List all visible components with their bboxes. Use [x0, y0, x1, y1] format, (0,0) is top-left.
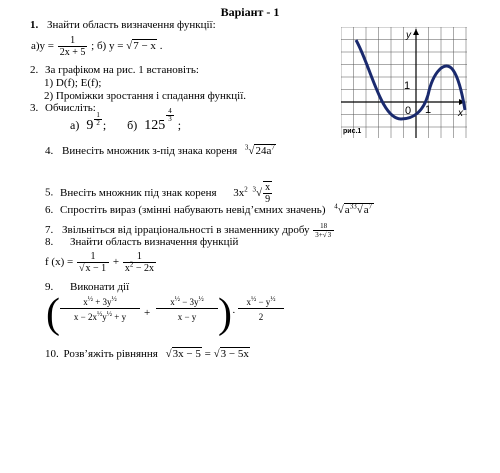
task-10-text: Розв’яжіть рівняння: [63, 348, 158, 360]
task-5-root-index: 3: [252, 184, 257, 193]
task-8-header: [45, 236, 238, 249]
task-8-f1-num: 1: [77, 251, 109, 263]
task-8-formula: [45, 251, 157, 274]
task-1-formula: [31, 35, 162, 58]
task-7-den-rad: 3: [327, 231, 332, 239]
task-2-number: 2.: [30, 64, 39, 76]
task-4-number: 4.: [45, 145, 54, 157]
task-6-expression: $^4√a^{33}√a^7$: [334, 202, 373, 216]
task-7-text: Звільніться від ірраціональності в знаменнику дробу: [62, 224, 310, 237]
task-6: [45, 204, 374, 217]
sqrt-symbol: √: [126, 40, 133, 53]
task-1-a-denominator: 2x + 5: [59, 47, 86, 58]
task-10-eq: =: [201, 348, 214, 360]
task-8-f1-den-rad: x − 1: [85, 263, 107, 274]
task-6-number: 6.: [45, 204, 54, 216]
task-1-b-prefix: ; б) y =: [91, 40, 124, 53]
task-6-outer-index: 4: [334, 202, 338, 211]
task-3-a-exp-den: 2: [96, 119, 100, 127]
task-7-number: 7.: [45, 224, 54, 237]
task-4: [45, 145, 276, 158]
task-10-rhs-rad: 3 − 5x: [220, 348, 249, 360]
task-8-f2-den-x: x: [124, 263, 130, 274]
task-1-b-end: .: [159, 40, 163, 53]
task-6-rad-a: a: [344, 204, 350, 216]
page-title: Варіант - 1: [220, 5, 280, 19]
task-10-equation: √3x − 5 = √3 − 5x: [165, 348, 249, 360]
task-9-fraction-2: [156, 297, 218, 322]
task-6-inner-radicand: [363, 203, 373, 216]
task-8-text: Знайти область визначення функцій: [70, 236, 239, 248]
task-1-number: 1.: [30, 19, 39, 31]
task-5-frac-num: x: [265, 182, 271, 193]
task-5-root: $^3$√ $\frac{x}{9}$: [252, 182, 271, 205]
task-6-outer-radicand: $a^{33}√a^7$: [344, 202, 373, 216]
task-9-dot: ·: [232, 307, 236, 319]
task-3-a-exp-num: 1: [96, 111, 100, 119]
right-paren: ): [218, 291, 232, 337]
task-2-item-2: 2) Проміжки зростання і спадання функції.: [44, 90, 247, 102]
task-4-root-index: 3: [244, 143, 249, 152]
task-6-rad-a-exp: 3: [349, 202, 354, 211]
task-8-f2-num: 1: [123, 251, 156, 263]
task-9-expression: [46, 291, 276, 343]
task-3-header: [30, 102, 96, 115]
y-axis-label: y: [406, 30, 411, 41]
task-8-f2-den: [123, 260, 156, 274]
task-6-text: Спростіть вираз (змінні набувають невід’ємних значень): [60, 204, 326, 216]
task-9-frac-3-den: 2: [258, 312, 264, 322]
task-8-f2-den-exp: 2: [129, 260, 134, 269]
task-7-den-a: 3+: [315, 231, 323, 239]
task-5-coef-exp: 2: [244, 184, 248, 193]
task-10-number: 10.: [45, 348, 59, 360]
task-8-fraction-1: [77, 251, 109, 274]
task-10-lhs-rad: 3x − 5: [172, 348, 201, 360]
task-6-inner-exp: 7: [368, 202, 373, 211]
task-10: [45, 348, 250, 361]
task-3-text: Обчисліть:: [45, 102, 96, 114]
task-9-frac-2-num: $x^{\frac{1}{2}} - 3y^{\frac{1}{2}}$: [156, 297, 218, 309]
task-3-b-exp-den: 3: [168, 115, 172, 123]
task-3-a-exponent: [94, 112, 102, 127]
task-8-plus: +: [112, 256, 120, 269]
task-3-number: 3.: [30, 102, 39, 114]
task-3-b-exponent: [166, 108, 174, 123]
graph-figure: [341, 27, 467, 138]
task-8-lhs: f (x) =: [45, 256, 74, 269]
task-3-b-label: б): [127, 118, 138, 132]
task-9-fraction-1: [60, 297, 140, 322]
task-6-inner-index: 3: [353, 202, 357, 211]
task-2-header: [30, 64, 199, 77]
task-9-frac-1-num: $x^{\frac{1}{2}} + 3y^{\frac{1}{2}}$: [60, 297, 140, 309]
task-1-a-numerator: 1: [58, 35, 88, 47]
task-4-text: Винесіть множник з-під знака кореня: [62, 145, 238, 157]
task-4-radicand-exp: 7: [271, 143, 275, 152]
task-7-frac-num: 18: [313, 222, 334, 231]
task-3-expressions: [70, 107, 182, 134]
task-5-text: Внесіть множник під знак кореня: [60, 186, 217, 199]
task-7-fraction: [313, 222, 334, 239]
task-1-b-radicand: 7 − x: [133, 40, 156, 53]
x-axis-label: x: [458, 108, 463, 119]
task-6-inner-a: a: [363, 204, 369, 216]
task-1-a-prefix: а)y =: [31, 40, 54, 53]
task-5-frac-den: 9: [265, 194, 271, 205]
task-5-number: 5.: [45, 186, 54, 199]
task-8-f2-den-rest: − 2x: [133, 263, 154, 274]
task-3-b-exp-num: 4: [168, 107, 172, 115]
task-5-radicand-fraction: [263, 181, 272, 205]
task-3-a-base: 9: [86, 118, 94, 133]
task-1-a-fraction: [58, 35, 88, 58]
task-9-frac-3-num: $x^{\frac{1}{2}} - y^{\frac{1}{2}}$: [238, 297, 284, 309]
y-tick-label: 1: [404, 80, 411, 92]
task-5: [45, 181, 273, 205]
task-5-coef: [233, 184, 248, 199]
task-1-header: [30, 19, 216, 32]
task-3-b-base: 125: [144, 118, 166, 133]
task-3-sep: ;: [102, 118, 107, 132]
task-9-text: Виконати дії: [70, 281, 130, 293]
task-3-end: ;: [177, 118, 182, 132]
x-tick-label: 1: [425, 104, 432, 116]
task-9-number: 9.: [45, 281, 54, 293]
left-paren: (: [46, 291, 60, 337]
task-4-radicand-text: 24a: [255, 145, 272, 157]
task-8-f1-den: √x − 1: [78, 263, 107, 274]
task-8-number: 8.: [45, 236, 54, 248]
task-2-item-1: 1) D(f); E(f);: [44, 77, 102, 89]
task-1-text: Знайти область визначення функції:: [47, 19, 216, 31]
task-9-plus: +: [144, 307, 151, 319]
task-3-a-label: а): [70, 118, 80, 132]
task-2-text: За графіком на рис. 1 встановіть:: [45, 64, 199, 76]
task-8-fraction-2: [123, 251, 156, 274]
figure-caption: рис.1: [343, 128, 362, 135]
task-5-coef-text: 3x: [233, 186, 245, 199]
task-4-radicand: [254, 144, 275, 157]
origin-label: 0: [405, 105, 412, 117]
task-9-frac-1-den: $x - 2x^{\frac{1}{2}}y^{\frac{1}{2}} + y$: [73, 310, 127, 322]
task-4-root: $^3√24a^7$: [244, 143, 275, 157]
task-7-frac-den: 3+√3: [315, 231, 332, 239]
task-9-fraction-3: [238, 297, 284, 322]
task-9-frac-2-den: x − y: [177, 312, 197, 322]
